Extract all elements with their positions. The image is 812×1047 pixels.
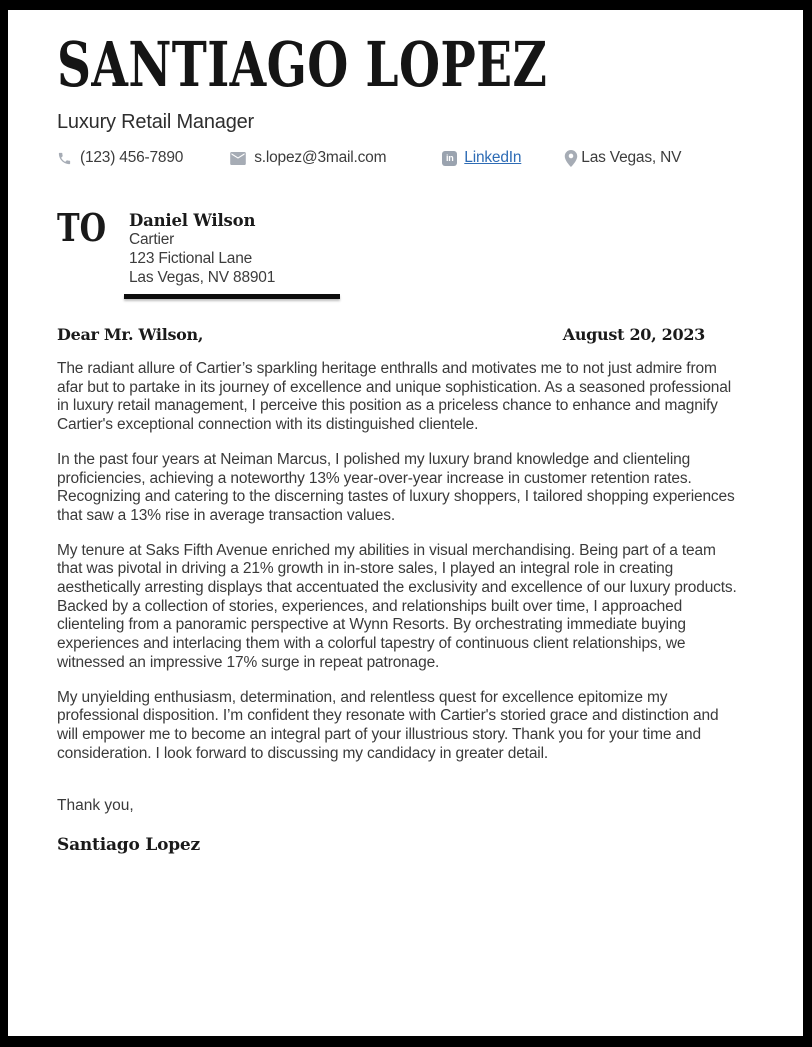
phone-number: (123) 456-7890 xyxy=(80,149,184,166)
letter-paragraph-2: In the past four years at Neiman Marcus, I polished my luxury brand knowledge and clienteling proficiencies, achieving a noteworthy 13% year-over-year increase in customer retention rates. Recognizing and catering to the discerning tastes of luxury shoppers, I tailored shopping experiences that saw a 13% rise in average transaction values. xyxy=(57,450,735,524)
to-label: TO xyxy=(57,205,107,250)
recipient-street: 123 Fictional Lane xyxy=(129,250,253,267)
address-underline-rule xyxy=(124,294,340,299)
letter-closing: Thank you, xyxy=(57,797,134,815)
signature-name: Santiago Lopez xyxy=(57,835,200,856)
recipient-name: Daniel Wilson xyxy=(129,211,256,230)
page-content xyxy=(8,10,803,855)
contact-email xyxy=(230,149,386,167)
recipient-address xyxy=(129,211,340,299)
contact-row xyxy=(57,149,803,167)
contact-linkedin xyxy=(442,149,521,167)
recipient-block xyxy=(57,205,803,299)
salutation: Dear Mr. Wilson, xyxy=(57,325,204,344)
contact-location xyxy=(564,149,681,167)
recipient-city: Las Vegas, NV 88901 xyxy=(129,269,276,286)
phone-icon xyxy=(57,151,72,166)
letter-paragraph-3: My tenure at Saks Fifth Avenue enriched my abilities in visual merchandising. Being part of a team that was pivotal in driving a 21% growth in in-store sales, I played an integral role in creating aesthetically arresting displays that accentuated the exclusivity and excellence of our luxury products. Backed by a collection of stories, experiences, and relationships built over time, I approached clienteling from a panoramic perspective at Wynn Resorts. By orchestrating immediate buying experiences and interlacing them with a colorful tapestry of continuous client relationships, we witnessed an impressive 17% surge in repeat patronage. xyxy=(57,541,737,671)
email-address: s.lopez@3mail.com xyxy=(254,149,387,166)
letter-paragraph-1: The radiant allure of Cartier’s sparkling heritage enthralls and motivates me to not just admire from afar but to partake in its journey of excellence and unique sophistication. As a seasoned professional in luxury retail management, I perceive this position as a priceless chance to enhance and magnify Cartier's exceptional connection with its distinguished clientele. xyxy=(57,360,732,434)
letter-paragraph-4: My unyielding enthusiasm, determination, and relentless quest for excellence epitomize my professional disposition. I’m confident they resonate with Cartier's storied grace and distinction and will empower me to become an integral part of your illustrious story. Thank you for your time and consideration. I look forward to discussing my candidacy in greater detail. xyxy=(57,688,719,762)
recipient-company: Cartier xyxy=(129,231,175,248)
location-pin-icon xyxy=(564,150,578,167)
person-name: SANTIAGO LOPEZ xyxy=(57,28,548,101)
linkedin-icon: in xyxy=(442,151,457,166)
job-title: Luxury Retail Manager xyxy=(57,111,255,133)
location-text: Las Vegas, NV xyxy=(581,149,682,166)
contact-phone xyxy=(57,149,183,167)
salutation-row xyxy=(57,325,741,344)
linkedin-link[interactable]: LinkedIn xyxy=(464,149,522,166)
envelope-icon xyxy=(230,152,246,165)
letter-date: August 20, 2023 xyxy=(562,325,705,344)
